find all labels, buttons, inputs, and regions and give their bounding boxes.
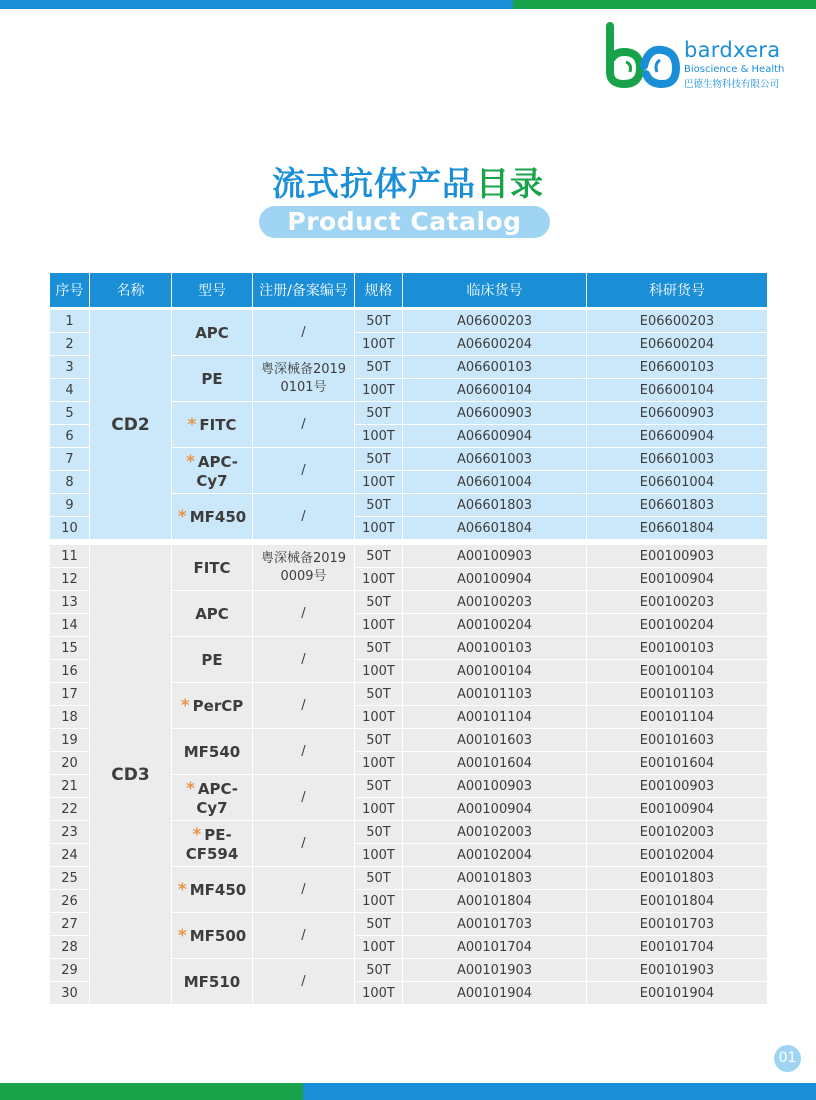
seq-cell: 7 (50, 448, 90, 471)
clinical-code-cell: A00101104 (403, 706, 587, 729)
research-code-cell: E06600204 (587, 333, 767, 356)
research-code-cell: E00101804 (587, 890, 767, 913)
registration-cell: / (253, 448, 355, 494)
model-label: MF450 (189, 507, 247, 526)
column-header: 临床货号 (403, 273, 587, 307)
column-header: 规格 (355, 273, 403, 307)
spec-cell: 100T (355, 614, 403, 637)
research-code-cell: E06600903 (587, 402, 767, 425)
seq-cell: 14 (50, 614, 90, 637)
brand-name: bardxera (684, 38, 781, 62)
seq-cell: 24 (50, 844, 90, 867)
spec-cell: 50T (355, 448, 403, 471)
model-cell (172, 683, 253, 729)
clinical-code-cell: A06601003 (403, 448, 587, 471)
model-label: PE (201, 369, 223, 388)
spec-cell: 100T (355, 890, 403, 913)
clinical-code-cell: A06600204 (403, 333, 587, 356)
registration-cell: / (253, 402, 355, 448)
model-cell (172, 540, 253, 591)
clinical-code-cell: A00101703 (403, 913, 587, 936)
model-cell (172, 775, 253, 821)
page-title-cn (0, 158, 816, 205)
group-name-cell: CD3 (90, 540, 172, 1005)
bottom-color-bar (0, 1083, 816, 1100)
clinical-code-cell: A00100904 (403, 798, 587, 821)
research-code-cell: E00101604 (587, 752, 767, 775)
star-icon: * (177, 506, 187, 527)
research-code-cell: E00101104 (587, 706, 767, 729)
star-icon: * (187, 414, 197, 435)
brand-subtitle-cn: 巴德生物科技有限公司 (684, 79, 780, 90)
model-label: PE (201, 650, 223, 669)
column-header: 科研货号 (587, 273, 767, 307)
page-title-en: Product Catalog (259, 206, 550, 238)
spec-cell: 100T (355, 425, 403, 448)
logo-mark-icon (604, 22, 682, 88)
bottom-bar-blue-segment (303, 1083, 816, 1100)
top-bar-green-segment (513, 0, 816, 9)
table-row (50, 540, 767, 568)
model-label: PE-CF594 (185, 825, 239, 863)
column-header: 名称 (90, 273, 172, 307)
seq-cell: 15 (50, 637, 90, 660)
spec-cell: 50T (355, 402, 403, 425)
registration-cell: / (253, 867, 355, 913)
research-code-cell: E06600203 (587, 307, 767, 333)
registration-cell: 粤深械备20190009号 (253, 540, 355, 591)
spec-cell: 100T (355, 936, 403, 959)
registration-cell: / (253, 307, 355, 356)
table-group-cd3 (50, 540, 767, 1005)
model-label: FITC (199, 415, 237, 434)
model-cell (172, 821, 253, 867)
research-code-cell: E00101703 (587, 913, 767, 936)
registration-cell: 粤深械备20190101号 (253, 356, 355, 402)
model-label: MF510 (183, 972, 241, 991)
group-name-cell: CD2 (90, 307, 172, 540)
research-code-cell: E00102003 (587, 821, 767, 844)
seq-cell: 13 (50, 591, 90, 614)
research-code-cell: E00101903 (587, 959, 767, 982)
clinical-code-cell: A00102003 (403, 821, 587, 844)
research-code-cell: E00101704 (587, 936, 767, 959)
research-code-cell: E00101803 (587, 867, 767, 890)
registration-cell: / (253, 913, 355, 959)
research-code-cell: E06600904 (587, 425, 767, 448)
model-cell (172, 307, 253, 356)
research-code-cell: E00101904 (587, 982, 767, 1005)
title-cn-part2: 目录 (476, 164, 544, 203)
spec-cell: 100T (355, 379, 403, 402)
spec-cell: 50T (355, 913, 403, 936)
research-code-cell: E00100904 (587, 798, 767, 821)
top-bar-blue-segment (0, 0, 513, 9)
seq-cell: 27 (50, 913, 90, 936)
research-code-cell: E00100903 (587, 775, 767, 798)
research-code-cell: E06601803 (587, 494, 767, 517)
clinical-code-cell: A00100903 (403, 540, 587, 568)
clinical-code-cell: A00102004 (403, 844, 587, 867)
seq-cell: 30 (50, 982, 90, 1005)
model-cell (172, 448, 253, 494)
model-label: APC (195, 604, 229, 623)
model-label: MF450 (189, 880, 247, 899)
spec-cell: 50T (355, 775, 403, 798)
seq-cell: 20 (50, 752, 90, 775)
seq-cell: 26 (50, 890, 90, 913)
seq-cell: 19 (50, 729, 90, 752)
seq-cell: 17 (50, 683, 90, 706)
research-code-cell: E06601003 (587, 448, 767, 471)
model-cell (172, 637, 253, 683)
clinical-code-cell: A00100204 (403, 614, 587, 637)
model-cell (172, 494, 253, 540)
model-cell (172, 356, 253, 402)
page-number: 01 (774, 1045, 801, 1072)
research-code-cell: E00100103 (587, 637, 767, 660)
top-color-bar (0, 0, 816, 9)
clinical-code-cell: A00101704 (403, 936, 587, 959)
registration-cell: / (253, 821, 355, 867)
clinical-code-cell: A00100903 (403, 775, 587, 798)
seq-cell: 1 (50, 307, 90, 333)
model-cell (172, 402, 253, 448)
clinical-code-cell: A06600103 (403, 356, 587, 379)
star-icon: * (177, 925, 187, 946)
spec-cell: 100T (355, 517, 403, 540)
clinical-code-cell: A00101804 (403, 890, 587, 913)
brand-subtitle-en: Bioscience & Health (684, 64, 785, 75)
star-icon: * (192, 824, 202, 845)
model-label: MF500 (189, 926, 247, 945)
clinical-code-cell: A00101603 (403, 729, 587, 752)
seq-cell: 22 (50, 798, 90, 821)
clinical-code-cell: A00100104 (403, 660, 587, 683)
clinical-code-cell: A00101904 (403, 982, 587, 1005)
clinical-code-cell: A00100103 (403, 637, 587, 660)
model-label: PerCP (192, 696, 244, 715)
spec-cell: 50T (355, 821, 403, 844)
seq-cell: 5 (50, 402, 90, 425)
clinical-code-cell: A06601004 (403, 471, 587, 494)
spec-cell: 50T (355, 494, 403, 517)
star-icon: * (185, 451, 195, 472)
clinical-code-cell: A06601804 (403, 517, 587, 540)
research-code-cell: E00100203 (587, 591, 767, 614)
seq-cell: 25 (50, 867, 90, 890)
model-label: APC-Cy7 (196, 779, 239, 817)
spec-cell: 50T (355, 356, 403, 379)
clinical-code-cell: A00100203 (403, 591, 587, 614)
research-code-cell: E00100204 (587, 614, 767, 637)
spec-cell: 50T (355, 959, 403, 982)
star-icon: * (185, 778, 195, 799)
model-label: APC-Cy7 (196, 452, 239, 490)
star-icon: * (177, 879, 187, 900)
spec-cell: 100T (355, 660, 403, 683)
star-icon: * (180, 695, 190, 716)
clinical-code-cell: A06600203 (403, 307, 587, 333)
seq-cell: 2 (50, 333, 90, 356)
model-cell (172, 913, 253, 959)
seq-cell: 21 (50, 775, 90, 798)
product-catalog-table (50, 273, 767, 1005)
spec-cell: 100T (355, 568, 403, 591)
spec-cell: 50T (355, 591, 403, 614)
spec-cell: 50T (355, 867, 403, 890)
model-label: FITC (193, 558, 231, 577)
clinical-code-cell: A06600904 (403, 425, 587, 448)
column-header: 序号 (50, 273, 90, 307)
research-code-cell: E06600104 (587, 379, 767, 402)
seq-cell: 16 (50, 660, 90, 683)
seq-cell: 4 (50, 379, 90, 402)
table-row (50, 307, 767, 333)
seq-cell: 6 (50, 425, 90, 448)
clinical-code-cell: A00101604 (403, 752, 587, 775)
registration-cell: / (253, 591, 355, 637)
seq-cell: 9 (50, 494, 90, 517)
registration-cell: / (253, 775, 355, 821)
bottom-bar-green-segment (0, 1083, 303, 1100)
spec-cell: 50T (355, 729, 403, 752)
spec-cell: 100T (355, 333, 403, 356)
seq-cell: 29 (50, 959, 90, 982)
seq-cell: 12 (50, 568, 90, 591)
clinical-code-cell: A06600903 (403, 402, 587, 425)
seq-cell: 11 (50, 540, 90, 568)
spec-cell: 100T (355, 798, 403, 821)
registration-cell: / (253, 683, 355, 729)
research-code-cell: E00100904 (587, 568, 767, 591)
spec-cell: 100T (355, 844, 403, 867)
registration-cell: / (253, 729, 355, 775)
clinical-code-cell: A00101103 (403, 683, 587, 706)
model-cell (172, 591, 253, 637)
registration-cell: / (253, 494, 355, 540)
seq-cell: 8 (50, 471, 90, 494)
seq-cell: 28 (50, 936, 90, 959)
model-cell (172, 729, 253, 775)
research-code-cell: E00101603 (587, 729, 767, 752)
spec-cell: 50T (355, 683, 403, 706)
model-label: MF540 (183, 742, 241, 761)
spec-cell: 50T (355, 540, 403, 568)
clinical-code-cell: A00101903 (403, 959, 587, 982)
column-header: 型号 (172, 273, 253, 307)
spec-cell: 50T (355, 637, 403, 660)
clinical-code-cell: A00100904 (403, 568, 587, 591)
seq-cell: 3 (50, 356, 90, 379)
registration-cell: / (253, 637, 355, 683)
model-cell (172, 867, 253, 913)
research-code-cell: E00102004 (587, 844, 767, 867)
clinical-code-cell: A06600104 (403, 379, 587, 402)
clinical-code-cell: A00101803 (403, 867, 587, 890)
table-group-cd2 (50, 307, 767, 540)
research-code-cell: E00100903 (587, 540, 767, 568)
spec-cell: 100T (355, 982, 403, 1005)
table-header-row (50, 273, 767, 307)
clinical-code-cell: A06601803 (403, 494, 587, 517)
spec-cell: 50T (355, 307, 403, 333)
column-header: 注册/备案编号 (253, 273, 355, 307)
registration-cell: / (253, 959, 355, 1005)
research-code-cell: E00101103 (587, 683, 767, 706)
research-code-cell: E06600103 (587, 356, 767, 379)
spec-cell: 100T (355, 706, 403, 729)
seq-cell: 23 (50, 821, 90, 844)
research-code-cell: E06601004 (587, 471, 767, 494)
brand-logo (604, 22, 794, 88)
spec-cell: 100T (355, 471, 403, 494)
seq-cell: 18 (50, 706, 90, 729)
spec-cell: 100T (355, 752, 403, 775)
research-code-cell: E00100104 (587, 660, 767, 683)
model-cell (172, 959, 253, 1005)
title-cn-part1: 流式抗体产品 (272, 164, 476, 203)
seq-cell: 10 (50, 517, 90, 540)
research-code-cell: E06601804 (587, 517, 767, 540)
model-label: APC (195, 323, 229, 342)
